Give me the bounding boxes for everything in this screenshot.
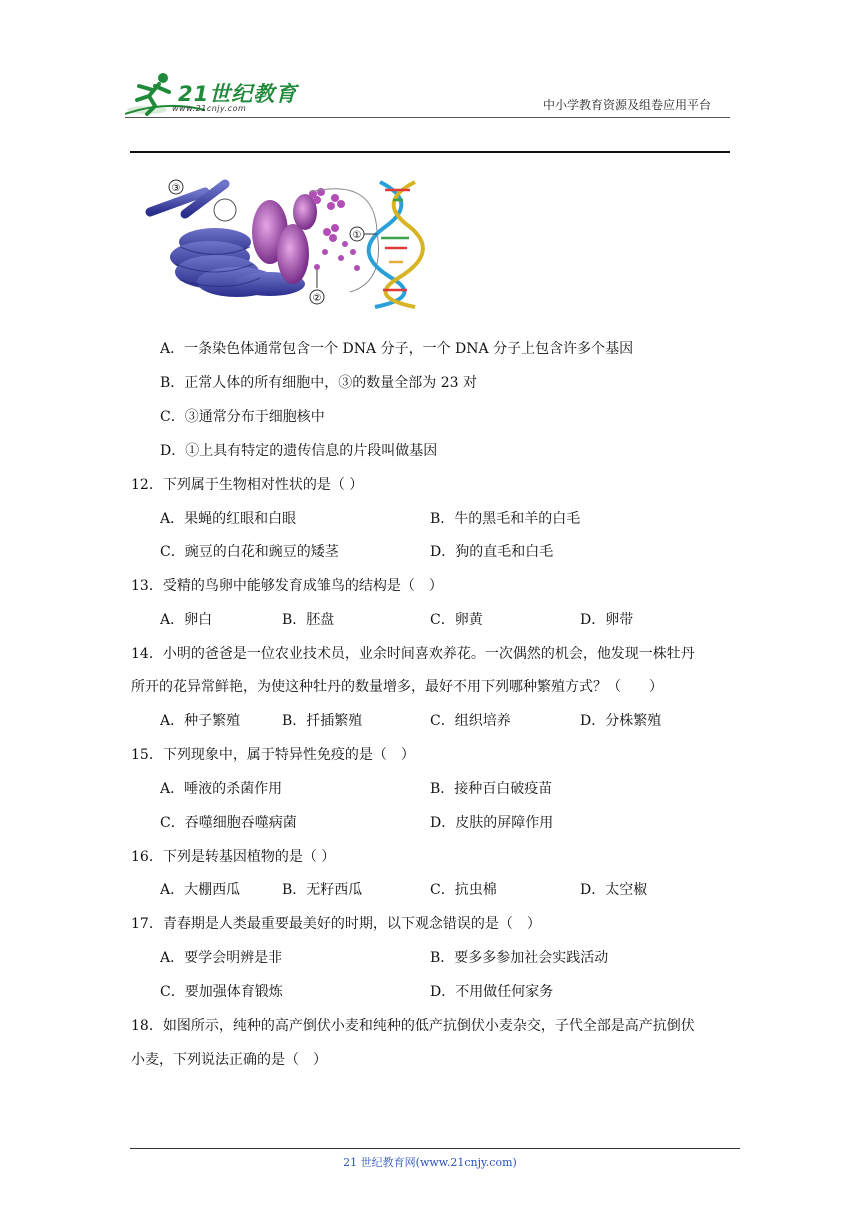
q14-option-b: B．扦插繁殖 xyxy=(282,713,363,729)
q16-option-b: B．无籽西瓜 xyxy=(282,882,363,898)
q16-option-a: A．大棚西瓜 xyxy=(160,882,241,898)
label-3: ③ xyxy=(171,183,181,194)
q14-option-d: D．分株繁殖 xyxy=(580,713,662,729)
q11-option-d: D．①上具有特定的遗传信息的片段叫做基因 xyxy=(160,443,438,459)
q12-option-b: B．牛的黑毛和羊的白毛 xyxy=(430,511,581,527)
q13-option-c: C．卵黄 xyxy=(430,612,483,628)
logo-url: www.21cnjy.com xyxy=(172,104,247,113)
q12-option-d: D．狗的直毛和白毛 xyxy=(430,544,554,560)
q12-option-a: A．果蝇的红眼和白眼 xyxy=(160,511,297,527)
q16-stem: 16．下列是转基因植物的是（ ） xyxy=(131,849,336,865)
q11-option-b: B．正常人体的所有细胞中，③的数量全部为 23 对 xyxy=(160,375,478,391)
q15-option-c: C．吞噬细胞吞噬病菌 xyxy=(160,815,297,831)
q16-option-c: C．抗虫棉 xyxy=(430,882,497,898)
q13-option-d: D．卵带 xyxy=(580,612,634,628)
q13-option-a: A．卵白 xyxy=(160,612,213,628)
q17-option-a: A．要学会明辨是非 xyxy=(160,950,283,966)
footer-divider xyxy=(130,1148,740,1149)
q14-stem-line1: 14．小明的爸爸是一位农业技术员，业余时间喜欢养花。一次偶然的机会，他发现一株牡丹 xyxy=(131,646,695,662)
q15-option-a: A．唾液的杀菌作用 xyxy=(160,781,283,797)
platform-title: 中小学教育资源及组卷应用平台 xyxy=(543,98,712,112)
q14-stem-line2: 所开的花异常鲜艳，为使这种牡丹的数量增多，最好不用下列哪种繁殖方式？（ ） xyxy=(131,679,663,695)
q17-stem: 17．青春期是人类最重要最美好的时期，以下观念错误的是（ ） xyxy=(131,916,541,932)
header-divider xyxy=(125,117,730,118)
q15-option-b: B．接种百白破疫苗 xyxy=(430,781,553,797)
chromosome-dna-figure xyxy=(145,172,435,312)
q15-option-d: D．皮肤的屏障作用 xyxy=(430,815,554,831)
q17-option-d: D．不用做任何家务 xyxy=(430,984,554,1000)
q12-stem: 12．下列属于生物相对性状的是（ ） xyxy=(131,477,364,493)
q17-option-c: C．要加强体育锻炼 xyxy=(160,984,283,1000)
q16-option-d: D．太空椒 xyxy=(580,882,648,898)
header-rule xyxy=(130,151,730,153)
label-2: ② xyxy=(312,293,322,304)
label-1: ① xyxy=(352,230,362,241)
q13-option-b: B．胚盘 xyxy=(282,612,335,628)
q18-stem-line2: 小麦，下列说法正确的是（ ） xyxy=(131,1052,327,1068)
q11-option-c: C．③通常分布于细胞核中 xyxy=(160,409,325,425)
footer-link[interactable]: 21 世纪教育网(www.21cnjy.com) xyxy=(343,1156,517,1169)
logo-text: 21世纪教育 xyxy=(178,82,298,106)
q13-stem: 13．受精的鸟卵中能够发育成雏鸟的结构是（ ） xyxy=(131,578,443,594)
q12-option-c: C．豌豆的白花和豌豆的矮茎 xyxy=(160,544,339,560)
q14-option-a: A．种子繁殖 xyxy=(160,713,241,729)
q14-option-c: C．组织培养 xyxy=(430,713,511,729)
q18-stem-line1: 18．如图所示，纯种的高产倒伏小麦和纯种的低产抗倒伏小麦杂交，子代全部是高产抗倒伏 xyxy=(131,1018,695,1034)
q15-stem: 15．下列现象中，属于特异性免疫的是（ ） xyxy=(131,747,415,763)
q11-option-a: A．一条染色体通常包含一个 DNA 分子，一个 DNA 分子上包含许多个基因 xyxy=(160,341,634,357)
q17-option-b: B．要多多参加社会实践活动 xyxy=(430,950,609,966)
